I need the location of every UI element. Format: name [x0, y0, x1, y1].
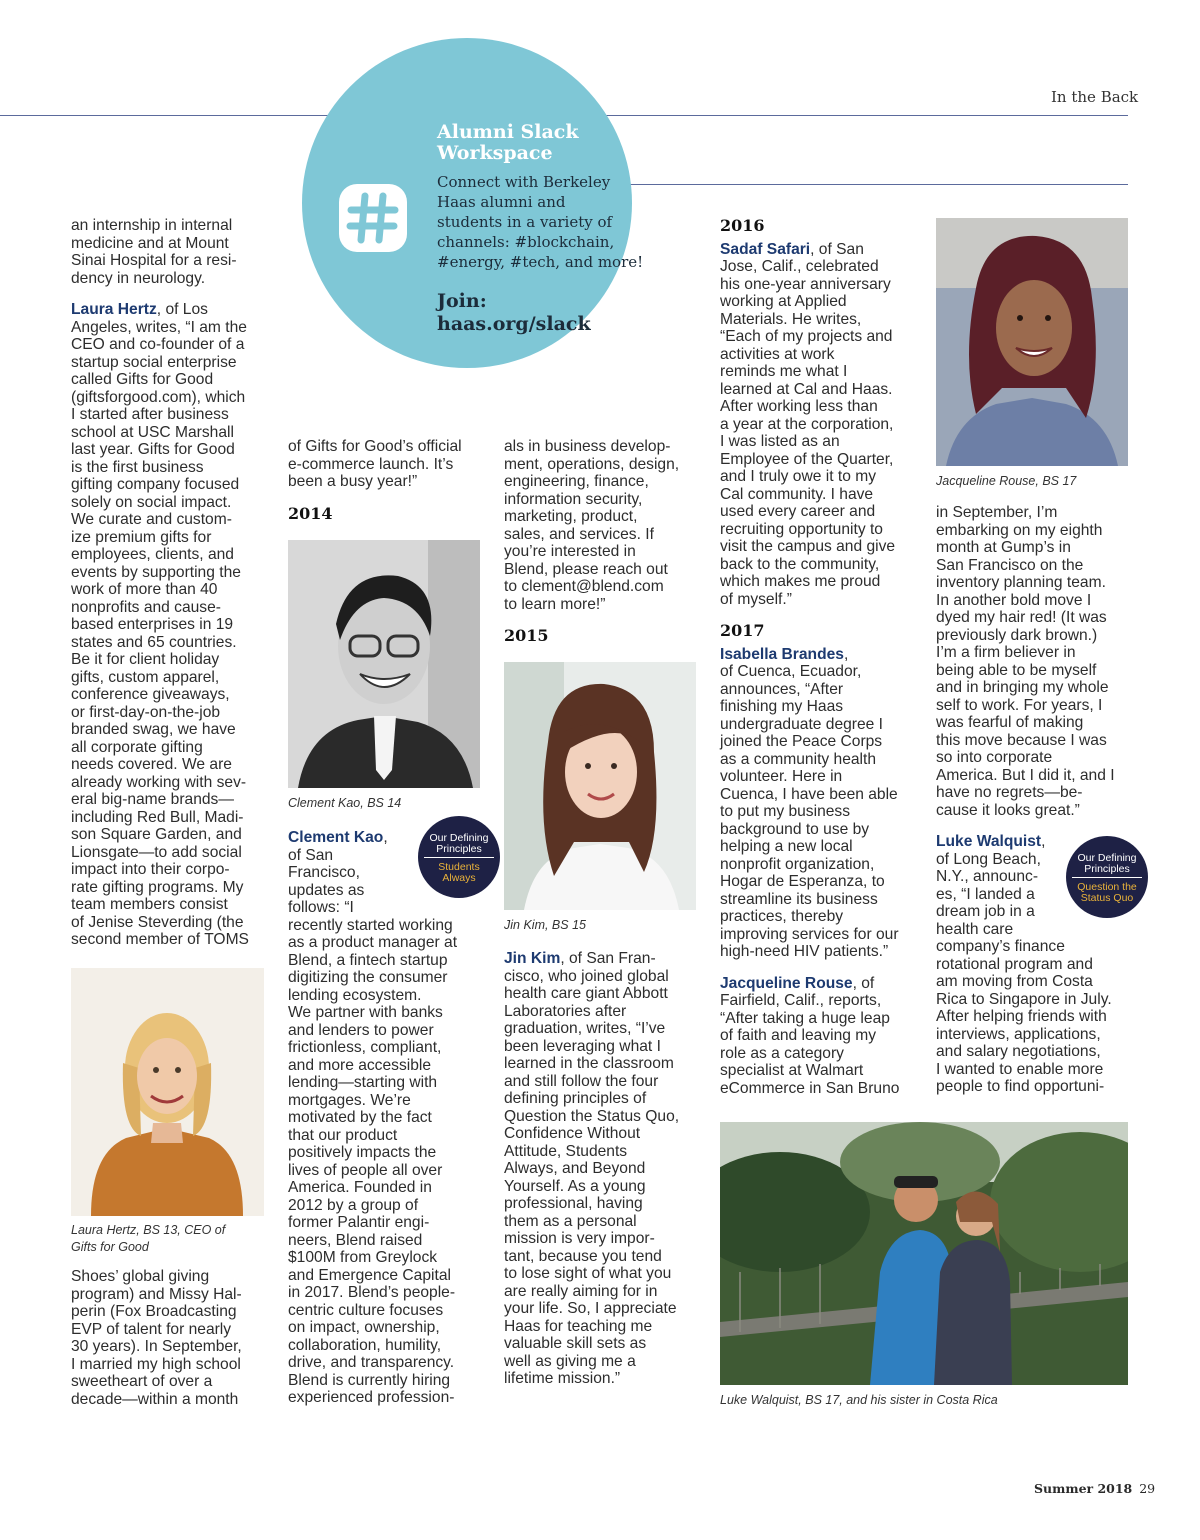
text-line: startup social enterprise [71, 353, 237, 371]
column-4 [720, 217, 920, 1111]
text-line: interviews, applications, [936, 1025, 1101, 1043]
text-line: to clement@blend.com [504, 578, 664, 595]
text-line: improving services for our [720, 925, 899, 943]
slack-join: Join: haas.org/slack [437, 290, 591, 335]
text-line: Materials. He writes, [720, 310, 862, 328]
text-line: rotational program and [936, 955, 1093, 973]
text-line: drive, and transparency. [288, 1354, 455, 1371]
photo-caption: Jacqueline Rouse, BS 17 [936, 474, 1077, 488]
text-line: valuable skill sets as [504, 1335, 647, 1352]
text-line: inventory planning team. [936, 574, 1106, 591]
text-line: helping a new local [720, 838, 853, 855]
text-line: Francisco, [288, 864, 360, 881]
text-line: digitizing the consumer [288, 969, 448, 986]
text-line: In another bold move I [936, 591, 1092, 609]
photo-clement-kao [288, 540, 480, 788]
text-line: als in business develop- [504, 438, 671, 455]
text-line: needs covered. We are [71, 756, 232, 773]
text-line: Employee of the Quarter, [720, 450, 894, 468]
text-line: motivated by the fact [288, 1109, 432, 1126]
text-line: , of [852, 974, 875, 992]
text-line: experienced profession- [288, 1389, 455, 1406]
text-line: CEO and co-founder of a [71, 336, 245, 353]
text-line: been leveraging what I [504, 1037, 661, 1055]
text-line: e-commerce launch. It’s [288, 455, 454, 473]
text-line: lending—starting with [288, 1074, 438, 1091]
text-line: Cuenca, I have been able [720, 785, 898, 803]
text-line: which makes me proud [720, 573, 881, 590]
text-line: eral big-name brands— [71, 791, 234, 808]
text-line: neers, Blend raised [288, 1231, 423, 1249]
column-5 [936, 504, 1136, 1110]
text-line: as a community health [720, 750, 877, 768]
text-line: Cal community. I have [720, 485, 874, 503]
text-line: Hogar de Esperanza, to [720, 873, 885, 890]
text-line: eCommerce in San Bruno [720, 1079, 900, 1097]
text-line: was fearful of making [936, 714, 1084, 731]
text-line: Be it for client holiday [71, 651, 220, 668]
text-line: recruiting opportunity to [720, 520, 883, 538]
text-line: of Gifts for Good’s official [288, 438, 462, 455]
text-line: rate gifting programs. My [71, 878, 244, 896]
text-line: gifts, custom apparel, [71, 668, 220, 686]
text-line: Jose, Calif., celebrated [720, 258, 879, 275]
text-line: back to the community, [720, 555, 880, 573]
text-line: already working with sev- [71, 773, 247, 791]
text-line: and in bringing my whole [936, 679, 1109, 696]
text-line: learned at Cal and Haas. [720, 380, 893, 398]
text-line: his one-year anniversary [720, 275, 891, 293]
text-line: Question the Status Quo, [504, 1107, 680, 1125]
text-line: America. But I did it, and I [936, 766, 1115, 784]
text-line: and still follow the four [504, 1072, 659, 1090]
text-line: impact into their corpo- [71, 861, 230, 878]
text-line: specialist at Walmart [720, 1062, 864, 1079]
person-name: Jacqueline Rouse [720, 974, 853, 992]
text-line: of myself.” [720, 590, 792, 608]
text-line: to learn more!” [504, 595, 606, 613]
text-line: based enterprises in 19 [71, 616, 234, 633]
text-line: Angeles, writes, “I am the [71, 318, 247, 336]
principles-badge: Our Defining Principles Students Always [418, 816, 500, 898]
text-line: , of San [810, 240, 864, 258]
text-line: 30 years). In September, [71, 1338, 242, 1355]
text-line: last year. Gifts for Good [71, 441, 235, 458]
text-line: Confidence Without [504, 1125, 641, 1142]
photo-caption: Laura Hertz, BS 13, CEO of Gifts for Good [71, 1223, 226, 1254]
person-name: Isabella Brandes [720, 645, 844, 663]
text-line: to put my business [720, 803, 851, 820]
text-line: practices, thereby [720, 908, 844, 925]
text-line: $100M from Greylock [288, 1249, 438, 1266]
text-line: company’s finance [936, 938, 1065, 955]
column-1-bottom [71, 1268, 271, 1422]
text-line: , [383, 829, 388, 846]
text-line: month at Gump’s in [936, 539, 1071, 556]
text-line: cisco, who joined global [504, 967, 669, 985]
text-line: sales, and services. If [504, 525, 654, 543]
text-line: reminds me what I [720, 363, 848, 380]
header-rule-2 [600, 184, 1128, 185]
text-line: recently started working [288, 916, 453, 934]
text-line: a year at the corporation, [720, 415, 894, 433]
text-line: announces, “After [720, 680, 844, 698]
text-line: of San [288, 846, 334, 864]
text-line: engineering, finance, [504, 473, 649, 490]
text-line: are really aiming for in [504, 1282, 658, 1300]
column-3-top [504, 438, 704, 655]
text-line: embarking on my eighth [936, 521, 1103, 539]
text-line: marketing, product, [504, 508, 638, 525]
text-line: called Gifts for Good [71, 371, 214, 388]
photo-jacqueline-rouse [936, 218, 1128, 466]
text-line: used every career and [720, 503, 876, 520]
text-line: to lose sight of what you [504, 1265, 672, 1282]
text-line: mission is very impor- [504, 1230, 655, 1247]
footer [1034, 1481, 1155, 1496]
hashtag-icon [337, 182, 409, 254]
year-heading: 2017 [720, 621, 765, 640]
text-line: of Cuenca, Ecuador, [720, 663, 862, 680]
text-line: your life. So, I appreciate [504, 1300, 677, 1317]
text-line: Shoes’ global giving [71, 1268, 210, 1285]
principles-badge: Our Defining Principles Question the Status Quo [1066, 836, 1148, 918]
text-line: is the first business [71, 458, 204, 476]
text-line: nonprofit organization, [720, 855, 875, 873]
text-line: I was listed as an [720, 433, 840, 450]
text-line: lending ecosystem. [288, 986, 422, 1004]
text-line: perin (Fox Broadcasting [71, 1303, 237, 1320]
text-line: people to find opportuni- [936, 1078, 1105, 1095]
text-line: I married my high school [71, 1355, 241, 1373]
text-line: solely on social impact. [71, 493, 232, 511]
text-line: dream job in a [936, 903, 1035, 920]
text-line: dyed my hair red! (It was [936, 609, 1107, 626]
text-line: background to use by [720, 820, 870, 838]
photo-caption: Jin Kim, BS 15 [504, 918, 586, 932]
text-line: working at Applied [720, 293, 847, 310]
text-line: I wanted to enable more [936, 1060, 1104, 1078]
text-line: on impact, ownership, [288, 1319, 440, 1336]
text-line: in September, I’m [936, 504, 1058, 521]
text-line: of Jenise Steverding (the [71, 913, 244, 931]
text-line: professional, having [504, 1195, 643, 1212]
text-line: updates as [288, 881, 365, 899]
text-line: health care [936, 920, 1014, 938]
text-line: America. Founded in [288, 1179, 432, 1196]
text-line: follows: “I [288, 899, 354, 916]
text-line: streamline its business [720, 890, 878, 908]
text-line: volunteer. Here in [720, 768, 843, 785]
text-line: “Each of my projects and [720, 328, 893, 345]
text-line: am moving from Costa [936, 973, 1093, 990]
text-line: Blend, please reach out [504, 560, 668, 578]
text-line: being able to be myself [936, 661, 1097, 679]
text-line: events by supporting the [71, 563, 241, 581]
text-line: conference giveaways, [71, 686, 230, 703]
photo-laura-hertz [71, 968, 264, 1216]
text-line: We curate and custom- [71, 511, 232, 528]
text-line: decade—within a month [71, 1390, 239, 1408]
text-line: health care giant Abbott [504, 985, 668, 1002]
text-line: and salary negotiations, [936, 1043, 1101, 1060]
photo-jin-kim [504, 662, 696, 910]
text-line: undergraduate degree I [720, 715, 883, 733]
text-line: 2012 by a group of [288, 1196, 419, 1214]
person-name: Luke Walquist [936, 833, 1042, 850]
text-line: well as giving me a [504, 1352, 636, 1370]
text-line: you’re interested in [504, 543, 636, 560]
person-name: Clement Kao [288, 829, 384, 846]
text-line: Blend is currently hiring [288, 1371, 451, 1389]
text-line: Laboratories after [504, 1002, 627, 1020]
text-line: I’m a firm believer in [936, 644, 1076, 661]
text-line: them as a personal [504, 1212, 637, 1230]
photo-luke-walquist-costa-rica [720, 1122, 1128, 1385]
text-line: After working less than [720, 398, 878, 415]
text-line: “After taking a huge leap [720, 1009, 890, 1027]
text-line: ize premium gifts for [71, 528, 212, 546]
text-line: lives of people all over [288, 1161, 443, 1179]
text-line: previously dark brown.) [936, 626, 1098, 644]
text-line: Lionsgate—to add social [71, 843, 242, 861]
text-line: Blend, a fintech startup [288, 951, 448, 969]
slack-description: Connect with Berkeley Haas alumni and students in a variety of channels: #blockchain, #energy, #tech, and more! [437, 173, 644, 271]
text-line: and I truly owe it to my [720, 468, 876, 485]
person-name: Sadaf Safari [720, 240, 811, 258]
person-name: Laura Hertz [71, 301, 157, 318]
page-number: 29 [1139, 1481, 1156, 1496]
text-line: Yourself. As a young [504, 1177, 646, 1195]
text-line: states and 65 countries. [71, 633, 237, 651]
text-line: of faith and leaving my [720, 1027, 877, 1044]
text-line: self to work. For years, I [936, 696, 1103, 714]
text-line: I started after business [71, 406, 229, 423]
text-line: , [843, 645, 849, 663]
text-line: and Emergence Capital [288, 1266, 451, 1284]
text-line: school at USC Marshall [71, 423, 234, 441]
text-line: former Palantir engi- [288, 1214, 430, 1231]
text-line: gifting company focused [71, 476, 240, 493]
text-line: all corporate gifting [71, 738, 203, 756]
text-line: have no regrets—be- [936, 784, 1083, 801]
text-line: program) and Missy Hal- [71, 1285, 242, 1303]
column-3-bottom [504, 950, 704, 1402]
year-heading: 2014 [288, 503, 333, 523]
photo-caption: Clement Kao, BS 14 [288, 796, 402, 810]
text-line: graduation, writes, “I’ve [504, 1020, 666, 1037]
text-line: learned in the classroom [504, 1055, 674, 1072]
text-line: activities at work [720, 345, 835, 363]
text-line: ment, operations, design, [504, 455, 680, 473]
text-line: or first-day-on-the-job [71, 703, 221, 721]
text-line: high-need HIV patients.” [720, 943, 889, 960]
column-2-bottom [288, 829, 488, 1421]
text-line: We partner with banks [288, 1004, 443, 1021]
text-line: frictionless, compliant, [288, 1039, 442, 1056]
text-line: work of more than 40 [71, 581, 218, 598]
text-line: team members consist [71, 896, 228, 913]
text-line: of Long Beach, [936, 850, 1041, 868]
text-line: finishing my Haas [720, 698, 844, 715]
text-line: information security, [504, 490, 643, 508]
column-1-top: an internship in internal medicine and at Mount Sinai Hospital for a resi- dency in neurology. Laura Hertz, of Los Angeles, writes, “I am the CEO and co-founder of a startup social enterprise called Gifts for Good (giftsforgood.com), which I started after business school at USC Marshall last year. Gifts for Good is the first business gifting company focused solely on social impact. We curate and custom- ize premium gifts for employees, clients, and events by supporting the work of more than 40 nonprofits and cause- based enterprises in 19 states and 65 countries. Be it for client holiday gifts, custom apparel, conference giveaways, or first-day-on-the-job branded swag, we have all corporate gifting needs covered. We are already working with sev- eral big-name brands— including Red Bull, Madi- son Square Garden, and Lionsgate—to add social impact into their corpo- rate gifting programs. My team members consist of Jenise Steverding (the second member of TOMS [71, 217, 249, 948]
text-line: tant, because you tend [504, 1247, 662, 1265]
text-line: defining principles of [504, 1090, 647, 1107]
text-line: Fairfield, Calif., reports, [720, 992, 882, 1009]
person-name: Jin Kim [504, 950, 561, 967]
text-line: and lenders to power [288, 1021, 434, 1039]
text-line: that our product [288, 1126, 398, 1144]
year-heading: 2015 [504, 626, 549, 645]
text-line: EVP of talent for nearly [71, 1320, 232, 1338]
section-label: In the Back [1051, 88, 1139, 106]
issue-label: Summer 2018 [1034, 1481, 1133, 1496]
text-line: and more accessible [288, 1056, 432, 1074]
text-line: branded swag, we have [71, 721, 236, 738]
text-line: lifetime mission.” [504, 1370, 621, 1387]
text-line: , of San Fran- [560, 950, 656, 967]
text-line: nonprofits and cause- [71, 598, 221, 616]
text-line: second member of TOMS [71, 931, 249, 948]
text-line: centric culture focuses [288, 1301, 444, 1319]
text-line: sweetheart of over a [71, 1373, 213, 1390]
slack-title: Alumni Slack Workspace [437, 121, 579, 164]
text-line: Always, and Beyond [504, 1160, 646, 1177]
text-line: as a product manager at [288, 934, 458, 951]
photo-caption: Luke Walquist, BS 17, and his sister in Costa Rica [720, 1393, 998, 1407]
text-line: Rica to Singapore in July. [936, 990, 1112, 1008]
text-line: visit the campus and give [720, 538, 896, 555]
text-line: role as a category [720, 1044, 844, 1062]
slack-link[interactable]: haas.org/slack [437, 313, 591, 335]
text-line: cause it looks great.” [936, 801, 1080, 819]
text-line: this move because I was [936, 731, 1107, 749]
text-line: been a busy year!” [288, 473, 418, 490]
text-line: collaboration, humility, [288, 1336, 442, 1354]
text-line: es, “I landed a [936, 885, 1035, 903]
text-line: employees, clients, and [71, 546, 234, 563]
text-line: San Francisco on the [936, 556, 1084, 574]
text-line: joined the Peace Corps [720, 733, 883, 750]
column-2-top [288, 438, 488, 532]
year-heading: 2016 [720, 216, 765, 235]
text-line: including Red Bull, Madi- [71, 808, 244, 826]
text-line: positively impacts the [288, 1144, 437, 1161]
text-line: (giftsforgood.com), which [71, 388, 246, 406]
text-line: N.Y., announc- [936, 868, 1039, 885]
text-line: son Square Garden, and [71, 826, 242, 843]
text-line: After helping friends with [936, 1008, 1107, 1025]
text-line: in 2017. Blend’s people- [288, 1284, 456, 1301]
text-line: so into corporate [936, 749, 1053, 766]
text-line: Haas for teaching me [504, 1317, 653, 1335]
text-line: mortgages. We’re [288, 1091, 411, 1109]
text-line: , [1041, 833, 1046, 850]
text-line: Attitude, Students [504, 1142, 628, 1160]
